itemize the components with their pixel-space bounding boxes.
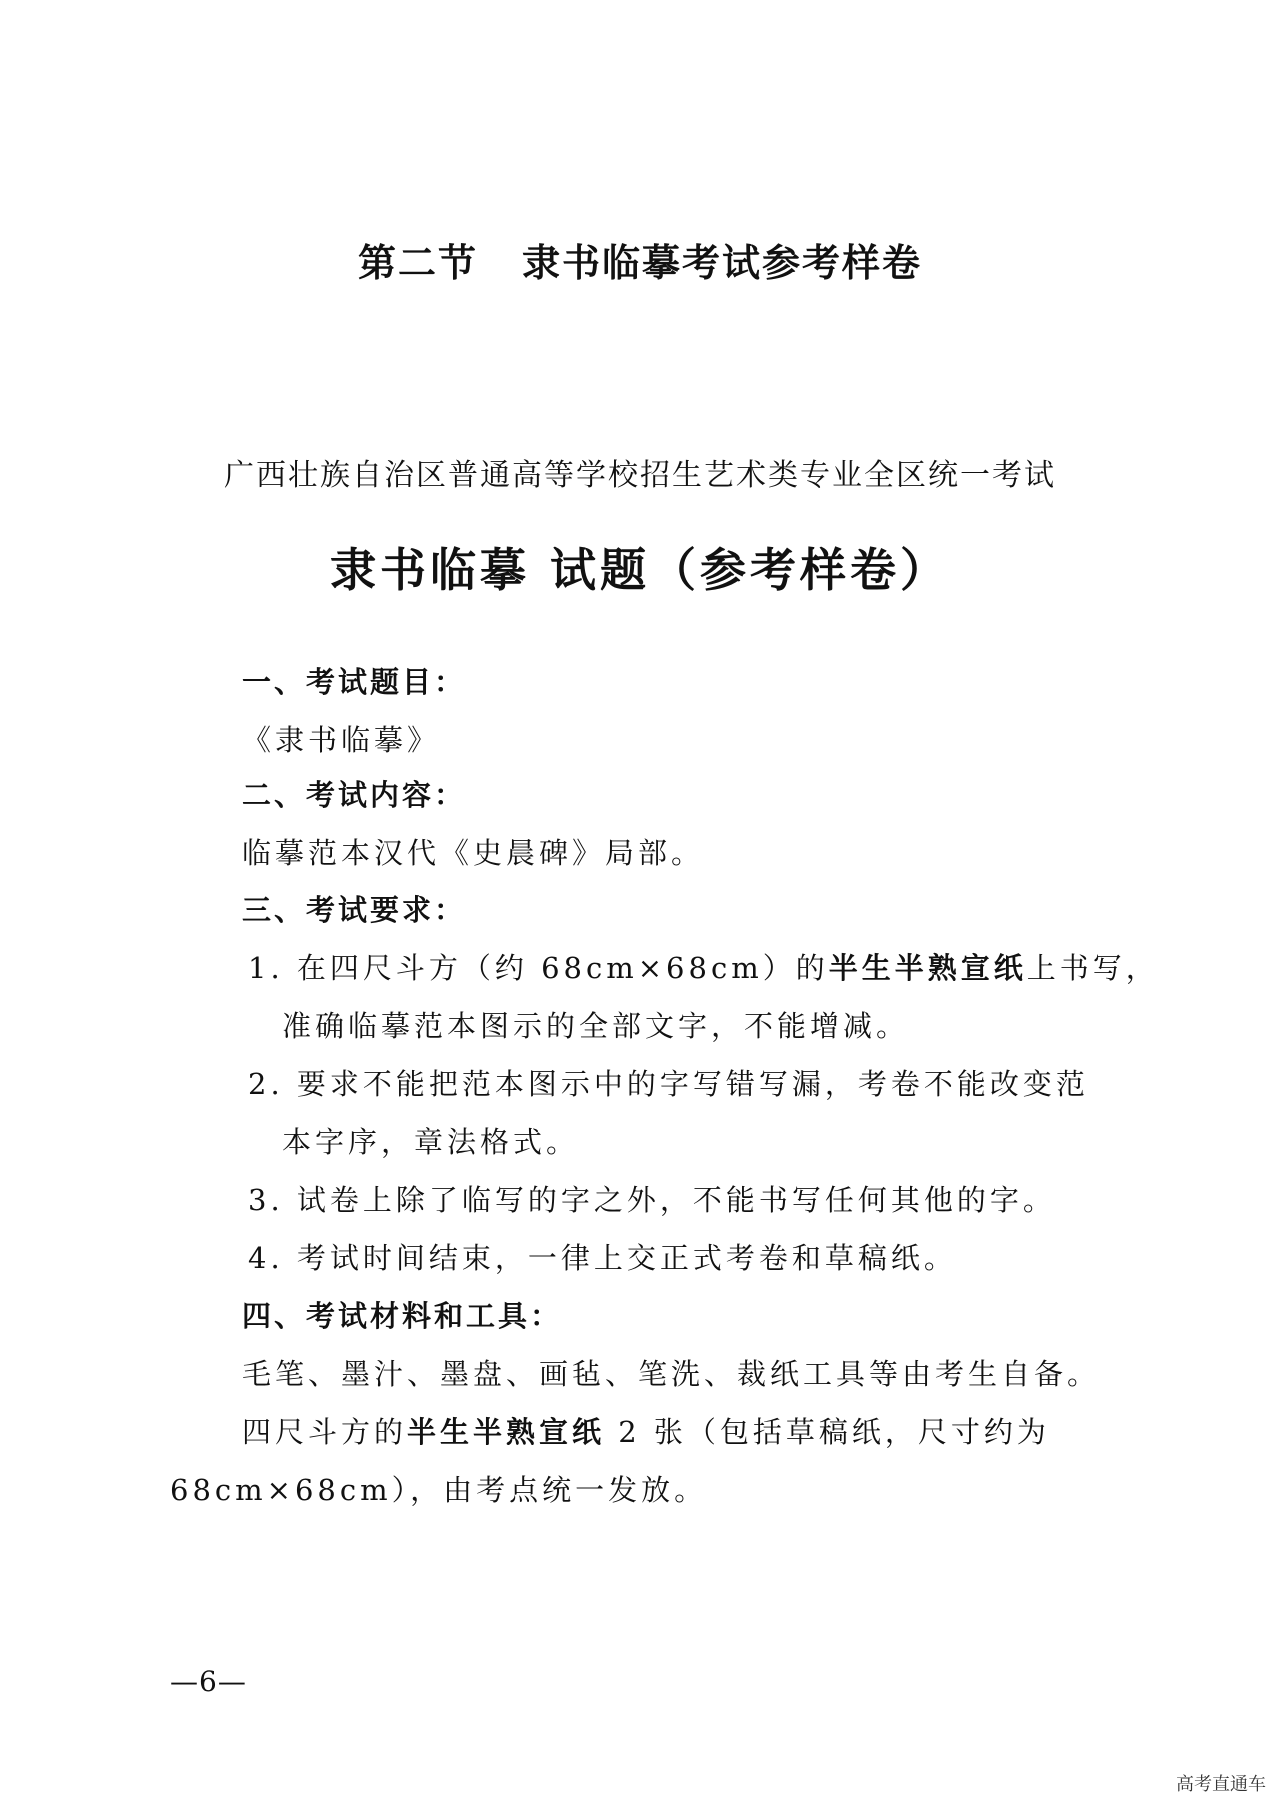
exam-title: 隶书临摹 试题（参考样卷） xyxy=(329,543,950,597)
materials-line-2-post: 2 张（包括草稿纸，尺寸约为 xyxy=(605,1415,1050,1449)
section-1-body: 《隶书临摹》 xyxy=(242,723,441,757)
requirement-item-2: 2. 要求不能把范本图示中的字写错写漏，考卷不能改变范 xyxy=(248,1067,1089,1101)
section-title-text: 隶书临摹考试参考样卷 xyxy=(522,241,923,285)
section-title xyxy=(0,232,1280,287)
organization-line: 广西壮族自治区普通高等学校招生艺术类专业全区统一考试 xyxy=(224,458,1056,493)
materials-line-2-emphasis: 半生半熟宣纸 xyxy=(407,1415,606,1449)
materials-line-2-pre: 四尺斗方的 xyxy=(242,1415,408,1449)
requirement-item-1-emphasis: 半生半熟宣纸 xyxy=(828,951,1027,985)
section-1-heading: 一、考试题目： xyxy=(242,665,467,699)
requirement-item-2-continued: 本字序，章法格式。 xyxy=(282,1125,580,1159)
requirement-item-1-post: 上书写， xyxy=(1026,951,1159,985)
section-label: 第二节 xyxy=(357,241,478,285)
section-2-body: 临摹范本汉代《史晨碑》局部。 xyxy=(242,836,705,870)
section-2-heading: 二、考试内容： xyxy=(242,778,467,812)
requirement-item-3: 3. 试卷上除了临写的字之外，不能书写任何其他的字。 xyxy=(248,1183,1056,1217)
requirement-item-1-continued: 准确临摹范本图示的全部文字，不能增减。 xyxy=(282,1009,910,1043)
requirement-item-1-pre: 1. 在四尺斗方（约 68cm×68cm）的 xyxy=(248,951,829,985)
page-number: —6— xyxy=(170,1665,247,1698)
materials-line-2 xyxy=(242,1410,1050,1451)
section-4-heading: 四、考试材料和工具： xyxy=(242,1299,563,1333)
materials-line-1: 毛笔、墨汁、墨盘、画毡、笔洗、裁纸工具等由考生自备。 xyxy=(242,1357,1101,1391)
requirement-item-4: 4. 考试时间结束，一律上交正式考卷和草稿纸。 xyxy=(248,1241,957,1275)
section-3-heading: 三、考试要求： xyxy=(242,893,467,927)
watermark: 高考直通车 xyxy=(1176,1774,1266,1795)
materials-line-3: 68cm×68cm），由考点统一发放。 xyxy=(170,1473,708,1507)
requirement-item-1 xyxy=(248,946,1159,987)
